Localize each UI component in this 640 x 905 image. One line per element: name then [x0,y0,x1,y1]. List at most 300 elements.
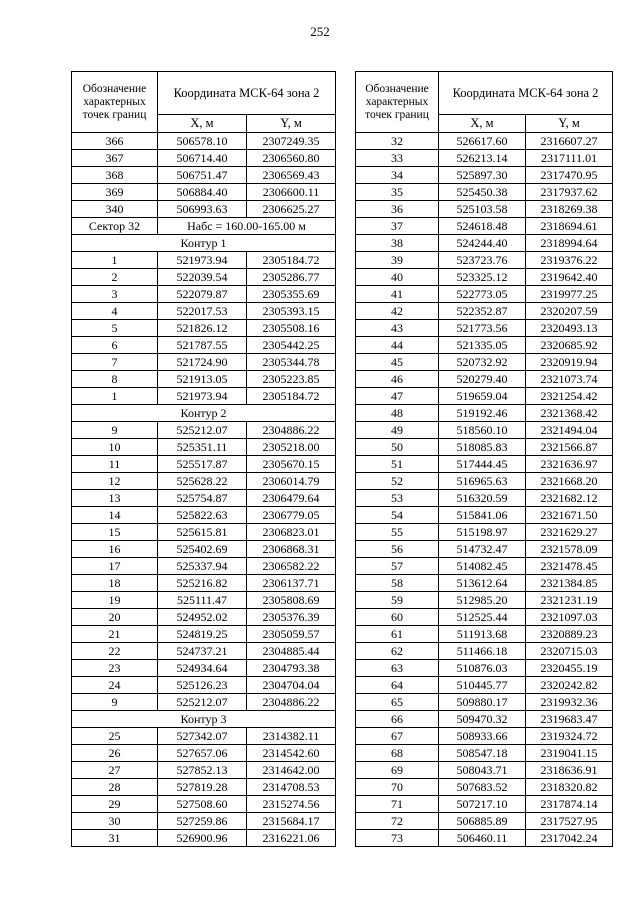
point-id: 67 [356,728,439,745]
table-row [72,677,336,694]
table-row [356,167,613,184]
y-coordinate: 2321668.20 [526,473,613,490]
point-id: 65 [356,694,439,711]
point-id: 10 [72,439,158,456]
x-coordinate: 525897.30 [439,167,526,184]
table-row [356,133,613,150]
x-coordinate: 524934.64 [158,660,247,677]
y-coordinate: 2318320.82 [526,779,613,796]
table-row [72,643,336,660]
table-row [356,337,613,354]
y-coordinate: 2317111.01 [526,150,613,167]
x-coordinate: 511466.18 [439,643,526,660]
contour-label: Контур 2 [72,405,336,422]
x-coordinate: 527852.13 [158,762,247,779]
x-coordinate: 525450.38 [439,184,526,201]
point-id: 1 [72,388,158,405]
point-id: 369 [72,184,158,201]
point-id: 2 [72,269,158,286]
table-row [356,388,613,405]
table-row [356,507,613,524]
x-coordinate: 521826.12 [158,320,247,337]
contour-label: Контур 3 [72,711,336,728]
contour-row [72,405,336,422]
x-coordinate: 523723.76 [439,252,526,269]
point-id: 60 [356,609,439,626]
point-id: 64 [356,677,439,694]
y-coordinate: 2317527.95 [526,813,613,830]
x-coordinate: 517444.45 [439,456,526,473]
x-coordinate: 527657.06 [158,745,247,762]
point-id: 340 [72,201,158,218]
table-row [72,337,336,354]
y-coordinate: 2304886.22 [247,422,336,439]
x-coordinate: 521913.05 [158,371,247,388]
table-row [72,473,336,490]
x-coordinate: 516320.59 [439,490,526,507]
y-coordinate: 2319642.40 [526,269,613,286]
point-id: 48 [356,405,439,422]
table-row [72,388,336,405]
point-id: 15 [72,524,158,541]
y-coordinate: 2318636.91 [526,762,613,779]
table-row [72,439,336,456]
x-coordinate: 522079.87 [158,286,247,303]
y-coordinate: 2304704.04 [247,677,336,694]
point-id: 368 [72,167,158,184]
x-coordinate: 525337.94 [158,558,247,575]
point-id: 12 [72,473,158,490]
table-row [356,456,613,473]
table-row [72,524,336,541]
point-id: 68 [356,745,439,762]
x-coordinate: 525822.63 [158,507,247,524]
table-row [356,490,613,507]
sector-label: Сектор 32 [72,218,158,235]
x-coordinate: 520732.92 [439,354,526,371]
x-coordinate: 524737.21 [158,643,247,660]
y-coordinate: 2317042.24 [526,830,613,847]
point-id: 51 [356,456,439,473]
x-coordinate: 524244.40 [439,235,526,252]
x-coordinate: 521973.94 [158,388,247,405]
y-coordinate: 2319932.36 [526,694,613,711]
table-row [356,524,613,541]
y-coordinate: 2314708.53 [247,779,336,796]
table-row [72,252,336,269]
point-id: 58 [356,575,439,592]
y-coordinate: 2305223.85 [247,371,336,388]
point-id: 14 [72,507,158,524]
table-row [356,201,613,218]
point-id: 24 [72,677,158,694]
table-row [72,541,336,558]
y-coordinate: 2320889.23 [526,626,613,643]
y-coordinate: 2320919.94 [526,354,613,371]
point-id: 19 [72,592,158,609]
point-id: 33 [356,150,439,167]
y-coordinate: 2321566.87 [526,439,613,456]
x-coordinate: 506751.47 [158,167,247,184]
header-row [356,72,613,115]
x-coordinate: 506884.40 [158,184,247,201]
y-coordinate: 2306600.11 [247,184,336,201]
table-row [72,507,336,524]
point-id: 53 [356,490,439,507]
table-row [356,371,613,388]
y-header: Y, м [526,115,613,133]
table-row [356,150,613,167]
point-id: 44 [356,337,439,354]
y-coordinate: 2307249.35 [247,133,336,150]
point-id: 27 [72,762,158,779]
y-coordinate: 2316221.06 [247,830,336,847]
point-id: 46 [356,371,439,388]
table-row [356,813,613,830]
y-coordinate: 2305184.72 [247,252,336,269]
table-row [72,354,336,371]
x-coordinate: 515198.97 [439,524,526,541]
y-coordinate: 2306582.22 [247,558,336,575]
table-row [356,609,613,626]
y-coordinate: 2306569.43 [247,167,336,184]
x-coordinate: 522017.53 [158,303,247,320]
table-row [72,201,336,218]
table-row [356,575,613,592]
point-id: 35 [356,184,439,201]
point-id: 70 [356,779,439,796]
table-row [356,422,613,439]
point-id: 71 [356,796,439,813]
y-coordinate: 2321231.19 [526,592,613,609]
point-id: 9 [72,694,158,711]
x-coordinate: 508547.18 [439,745,526,762]
table-row [72,575,336,592]
contour-row [72,711,336,728]
table-row [356,473,613,490]
y-coordinate: 2306625.27 [247,201,336,218]
x-coordinate: 525517.87 [158,456,247,473]
table-row [356,711,613,728]
contour-row [72,235,336,252]
table-row [72,728,336,745]
table-row [356,830,613,847]
point-id: 37 [356,218,439,235]
y-coordinate: 2306560.80 [247,150,336,167]
table-row [72,558,336,575]
y-coordinate: 2306779.05 [247,507,336,524]
x-coordinate: 520279.40 [439,371,526,388]
point-id: 38 [356,235,439,252]
table-row [72,303,336,320]
table-row [72,490,336,507]
y-coordinate: 2305286.77 [247,269,336,286]
y-coordinate: 2317874.14 [526,796,613,813]
y-coordinate: 2304885.44 [247,643,336,660]
table-row [356,762,613,779]
point-id: 21 [72,626,158,643]
y-coordinate: 2321578.09 [526,541,613,558]
y-coordinate: 2318269.38 [526,201,613,218]
y-coordinate: 2306868.31 [247,541,336,558]
y-coordinate: 2305344.78 [247,354,336,371]
y-coordinate: 2318694.61 [526,218,613,235]
x-coordinate: 508043.71 [439,762,526,779]
x-coordinate: 506885.89 [439,813,526,830]
point-id: 5 [72,320,158,337]
y-coordinate: 2321671.50 [526,507,613,524]
point-id: 36 [356,201,439,218]
y-coordinate: 2306137.71 [247,575,336,592]
table-row [356,303,613,320]
x-coordinate: 507217.10 [439,796,526,813]
x-coordinate: 512525.44 [439,609,526,626]
table-row [72,813,336,830]
point-id: 43 [356,320,439,337]
y-coordinate: 2321097.03 [526,609,613,626]
point-id: 22 [72,643,158,660]
x-coordinate: 522773.05 [439,286,526,303]
x-coordinate: 514732.47 [439,541,526,558]
table-row [72,609,336,626]
table-row [356,218,613,235]
x-coordinate: 525212.07 [158,694,247,711]
y-header: Y, м [247,115,336,133]
x-coordinate: 521973.94 [158,252,247,269]
y-coordinate: 2305184.72 [247,388,336,405]
x-coordinate: 507683.52 [439,779,526,796]
point-id: 39 [356,252,439,269]
point-label-header: Обозначение характерных точек границ [72,72,158,133]
y-coordinate: 2314382.11 [247,728,336,745]
point-id: 11 [72,456,158,473]
point-label-header: Обозначение характерных точек границ [356,72,439,133]
x-coordinate: 525111.47 [158,592,247,609]
y-coordinate: 2319683.47 [526,711,613,728]
y-coordinate: 2321494.04 [526,422,613,439]
x-coordinate: 521724.90 [158,354,247,371]
point-id: 50 [356,439,439,456]
table-row [356,320,613,337]
point-id: 57 [356,558,439,575]
point-id: 59 [356,592,439,609]
x-coordinate: 516965.63 [439,473,526,490]
table-row [72,371,336,388]
y-coordinate: 2320493.13 [526,320,613,337]
coordinates-table-left [71,71,336,847]
y-coordinate: 2316607.27 [526,133,613,150]
x-coordinate: 525216.82 [158,575,247,592]
table-row [72,796,336,813]
point-id: 30 [72,813,158,830]
table-row [72,150,336,167]
table-row [356,592,613,609]
y-coordinate: 2305442.25 [247,337,336,354]
x-coordinate: 521787.55 [158,337,247,354]
y-coordinate: 2321368.42 [526,405,613,422]
point-id: 29 [72,796,158,813]
x-coordinate: 522352.87 [439,303,526,320]
x-coordinate: 524952.02 [158,609,247,626]
point-id: 4 [72,303,158,320]
table-row [72,626,336,643]
table-row [356,558,613,575]
y-coordinate: 2319324.72 [526,728,613,745]
y-coordinate: 2321682.12 [526,490,613,507]
table-row [356,694,613,711]
x-coordinate: 519659.04 [439,388,526,405]
x-coordinate: 526617.60 [439,133,526,150]
point-id: 8 [72,371,158,388]
x-coordinate: 527819.28 [158,779,247,796]
x-coordinate: 527259.86 [158,813,247,830]
table-row [356,728,613,745]
x-coordinate: 511913.68 [439,626,526,643]
table-row [356,252,613,269]
x-coordinate: 506714.40 [158,150,247,167]
x-coordinate: 519192.46 [439,405,526,422]
table-row [356,660,613,677]
x-coordinate: 512985.20 [439,592,526,609]
point-id: 66 [356,711,439,728]
point-id: 18 [72,575,158,592]
y-coordinate: 2306014.79 [247,473,336,490]
y-coordinate: 2315274.56 [247,796,336,813]
table-row [356,779,613,796]
y-coordinate: 2320242.82 [526,677,613,694]
y-coordinate: 2321073.74 [526,371,613,388]
y-coordinate: 2320455.19 [526,660,613,677]
point-id: 45 [356,354,439,371]
x-coordinate: 525212.07 [158,422,247,439]
table-row [356,235,613,252]
point-id: 13 [72,490,158,507]
table-row [72,422,336,439]
y-coordinate: 2306823.01 [247,524,336,541]
y-coordinate: 2321636.97 [526,456,613,473]
point-id: 63 [356,660,439,677]
point-id: 25 [72,728,158,745]
table-row [72,286,336,303]
table-row [72,320,336,337]
table-row [356,439,613,456]
table-row [356,269,613,286]
x-coordinate: 527508.60 [158,796,247,813]
y-coordinate: 2317470.95 [526,167,613,184]
x-coordinate: 509880.17 [439,694,526,711]
x-coordinate: 506993.63 [158,201,247,218]
x-coordinate: 514082.45 [439,558,526,575]
page-number: 252 [310,24,330,39]
point-id: 31 [72,830,158,847]
point-id: 7 [72,354,158,371]
x-coordinate: 521773.56 [439,320,526,337]
x-coordinate: 515841.06 [439,507,526,524]
y-coordinate: 2319041.15 [526,745,613,762]
table-row [356,745,613,762]
x-coordinate: 513612.64 [439,575,526,592]
table-row [356,405,613,422]
y-coordinate: 2320715.03 [526,643,613,660]
coordinates-table-right [355,71,613,847]
table-row [356,354,613,371]
point-id: 32 [356,133,439,150]
point-id: 16 [72,541,158,558]
table-row [356,643,613,660]
x-header: X, м [158,115,247,133]
x-coordinate: 526213.14 [439,150,526,167]
point-id: 42 [356,303,439,320]
header-row [72,72,336,115]
x-coordinate: 525615.81 [158,524,247,541]
x-coordinate: 522039.54 [158,269,247,286]
table-row [72,745,336,762]
point-id: 3 [72,286,158,303]
table-row [72,762,336,779]
point-id: 17 [72,558,158,575]
x-coordinate: 525754.87 [158,490,247,507]
x-coordinate: 506578.10 [158,133,247,150]
x-coordinate: 527342.07 [158,728,247,745]
y-coordinate: 2305376.39 [247,609,336,626]
y-coordinate: 2320207.59 [526,303,613,320]
point-id: 56 [356,541,439,558]
sector-row [72,218,336,235]
x-coordinate: 510876.03 [439,660,526,677]
point-id: 6 [72,337,158,354]
point-id: 62 [356,643,439,660]
table-row [356,677,613,694]
y-coordinate: 2305808.69 [247,592,336,609]
y-coordinate: 2305059.57 [247,626,336,643]
x-header: X, м [439,115,526,133]
x-coordinate: 525126.23 [158,677,247,694]
point-id: 54 [356,507,439,524]
point-id: 73 [356,830,439,847]
table-row [72,184,336,201]
y-coordinate: 2305218.00 [247,439,336,456]
x-coordinate: 523325.12 [439,269,526,286]
y-coordinate: 2315684.17 [247,813,336,830]
y-coordinate: 2317937.62 [526,184,613,201]
y-coordinate: 2320685.92 [526,337,613,354]
table-row [72,779,336,796]
y-coordinate: 2304793.38 [247,660,336,677]
y-coordinate: 2321629.27 [526,524,613,541]
y-coordinate: 2318994.64 [526,235,613,252]
table-row [72,167,336,184]
table-row [356,184,613,201]
x-coordinate: 509470.32 [439,711,526,728]
y-coordinate: 2314642.00 [247,762,336,779]
coord-title-header: Координата МСК-64 зона 2 [439,72,613,115]
point-id: 366 [72,133,158,150]
point-id: 26 [72,745,158,762]
point-id: 61 [356,626,439,643]
table-row [356,626,613,643]
table-row [356,796,613,813]
table-row [356,541,613,558]
x-coordinate: 518085.83 [439,439,526,456]
x-coordinate: 506460.11 [439,830,526,847]
point-id: 41 [356,286,439,303]
x-coordinate: 525628.22 [158,473,247,490]
y-coordinate: 2321254.42 [526,388,613,405]
y-coordinate: 2305508.16 [247,320,336,337]
point-id: 20 [72,609,158,626]
y-coordinate: 2305393.15 [247,303,336,320]
y-coordinate: 2304886.22 [247,694,336,711]
